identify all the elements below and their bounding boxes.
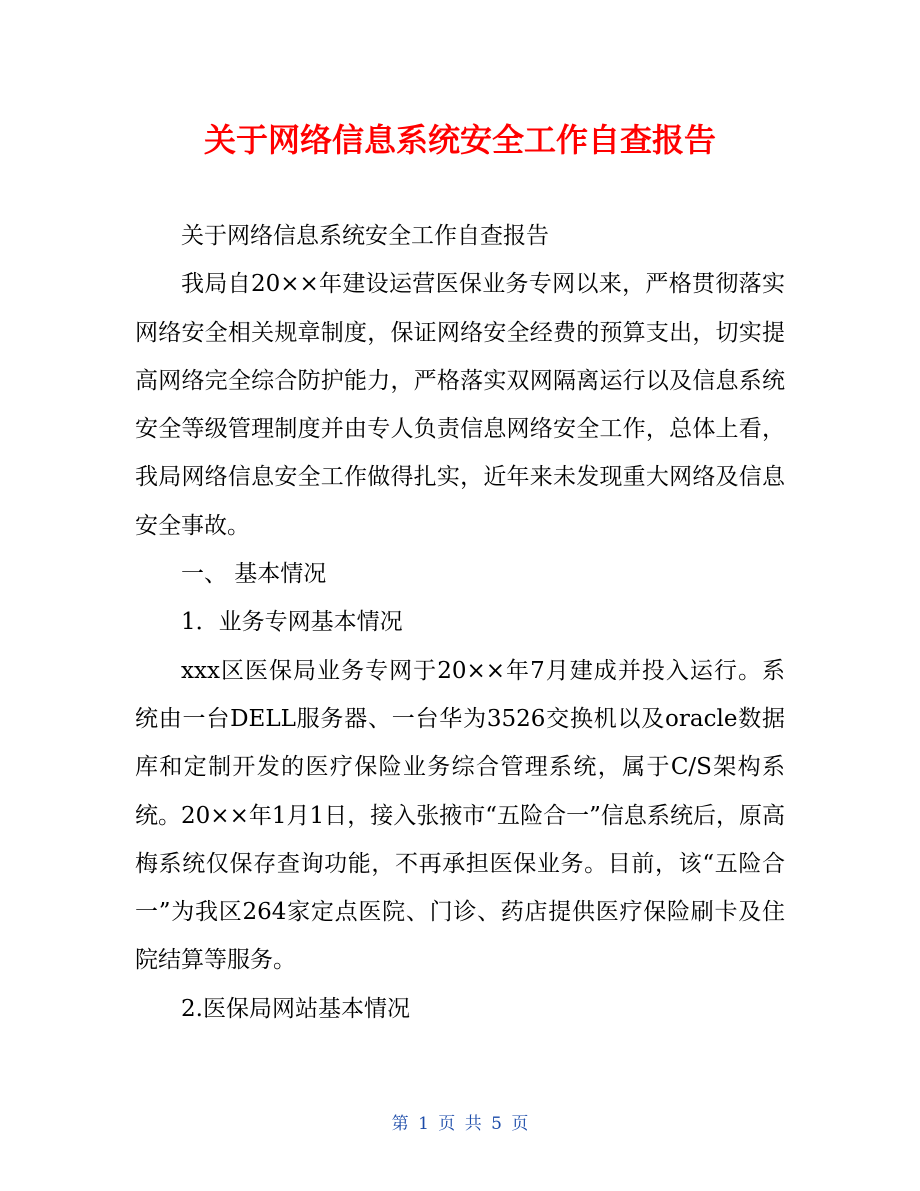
body-paragraph-network: xxx区医保局业务专网于20××年7月建成并投入运行。系统由一台DELL服务器、一台华为3526交换机以及oracle数据库和定制开发的医疗保险业务综合管理系统，属于C/S架构系统。20××年1月1日，接入张掖市“五险合一”信息系统后，原高梅系统仅保存查询功能，不再承担医保业务。目前，该“五险合一”为我区264家定点医院、门诊、药店提供医疗保险刷卡及住院结算等服务。 [135,657,785,974]
subsection-heading-website: 2.医保局网站基本情况 [181,995,410,1022]
document-title: 关于网络信息系统安全工作自查报告 [203,121,716,159]
subsection-heading-network: 1．业务专网基本情况 [181,609,403,636]
body-paragraph-intro: 我局自20××年建设运营医保业务专网以来，严格贯彻落实网络安全相关规章制度，保证网络安全经费的预算支出，切实提高网络完全综合防护能力，严格落实双网隔离运行以及信息系统安全等级管理制度并由专人负责信息网络安全工作，总体上看，我局网络信息安全工作做得扎实，近年来未发现重大网络及信息安全事故。 [135,271,785,539]
page-number: 第 1 页 共 5 页 [391,1114,529,1134]
body-paragraph-subtitle: 关于网络信息系统安全工作自查报告 [181,223,549,249]
section-heading-basic-info: 一、 基本情况 [181,561,327,588]
document-body [135,212,785,1033]
